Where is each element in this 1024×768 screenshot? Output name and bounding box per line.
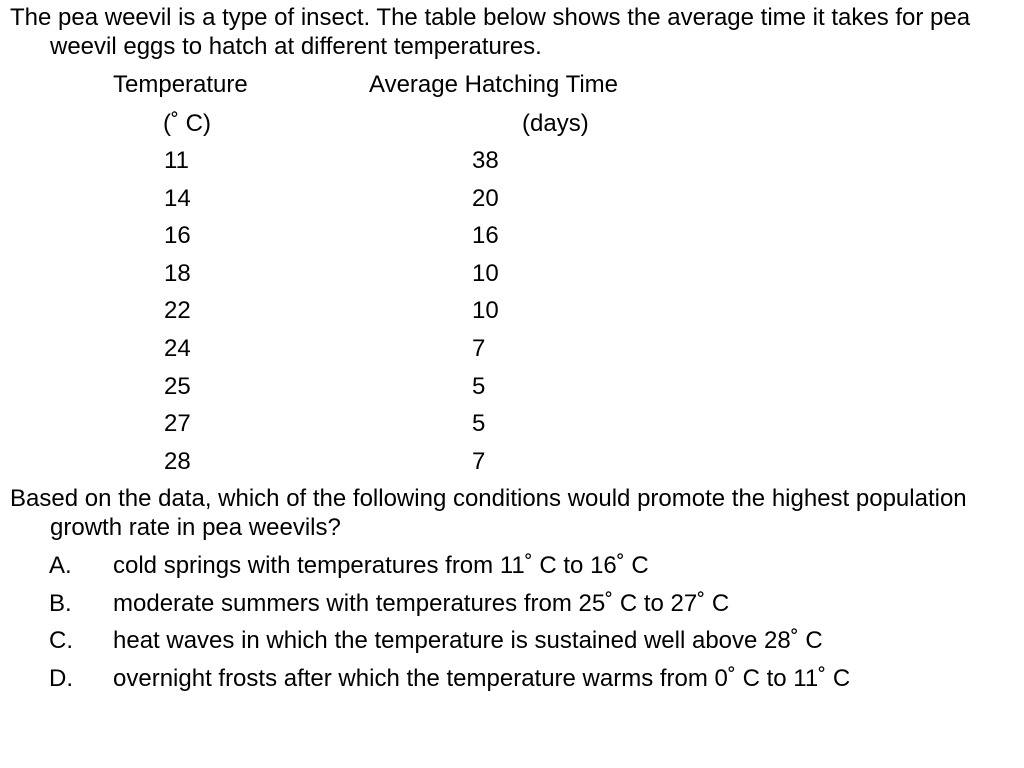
- table-row: [0, 184, 1024, 222]
- header-hatching-time-unit: (days): [522, 110, 589, 137]
- temperature-cell: 28: [164, 447, 191, 475]
- choice-c[interactable]: [0, 626, 993, 664]
- temperature-cell: 16: [164, 222, 191, 250]
- table-row: [0, 409, 1024, 447]
- table-row: [0, 146, 1024, 184]
- temperature-cell: 18: [164, 259, 191, 287]
- temperature-cell: 22: [164, 297, 191, 325]
- choice-text: heat waves in which the temperature is sustained well above 28˚ C: [113, 627, 823, 655]
- temperature-cell: 14: [164, 184, 191, 212]
- choice-text: overnight frosts after which the temperature warms from 0˚ C to 11˚ C: [113, 664, 851, 692]
- temperature-cell: 27: [164, 410, 191, 438]
- choice-a[interactable]: [0, 551, 993, 589]
- choice-d[interactable]: [0, 664, 993, 702]
- choice-b[interactable]: [0, 589, 993, 627]
- temperature-cell: 24: [164, 334, 191, 362]
- choice-text: moderate summers with temperatures from 25˚ C to 27˚ C: [113, 589, 730, 617]
- question-text: Based on the data, which of the following conditions would promote the highest population growth rate in pea weevils?: [10, 485, 967, 541]
- choice-letter: D.: [49, 664, 73, 692]
- days-cell: 5: [472, 372, 486, 400]
- answer-choices: [0, 551, 1024, 701]
- table-row: [0, 296, 1024, 334]
- days-cell: 7: [472, 447, 486, 475]
- temperature-cell: 11: [164, 147, 189, 174]
- days-cell: 10: [472, 259, 499, 287]
- choice-text: cold springs with temperatures from 11˚ C to 16˚ C: [113, 552, 649, 579]
- choice-letter: A.: [49, 552, 72, 579]
- header-temperature: Temperature: [113, 71, 248, 98]
- days-cell: 7: [472, 334, 486, 362]
- days-cell: 5: [472, 410, 486, 438]
- choice-letter: C.: [49, 627, 73, 655]
- table-row: [0, 334, 1024, 372]
- table-row: [0, 447, 1024, 485]
- choice-letter: B.: [49, 589, 72, 617]
- header-hatching-time: Average Hatching Time: [369, 71, 619, 98]
- days-cell: 20: [472, 184, 499, 212]
- days-cell: 10: [472, 297, 499, 325]
- intro-text: The pea weevil is a type of insect. The table below shows the average time it takes for pea weevil eggs to hatch at different temperatures.: [10, 4, 971, 60]
- days-cell: 38: [472, 147, 499, 174]
- temperature-cell: 25: [164, 372, 191, 400]
- table-row: [0, 372, 1024, 410]
- table-header: [0, 70, 1024, 150]
- table-row: [0, 221, 1024, 259]
- hatching-table: [0, 146, 1024, 484]
- header-temperature-unit: (˚ C): [163, 110, 211, 137]
- table-row: [0, 259, 1024, 297]
- days-cell: 16: [472, 222, 499, 250]
